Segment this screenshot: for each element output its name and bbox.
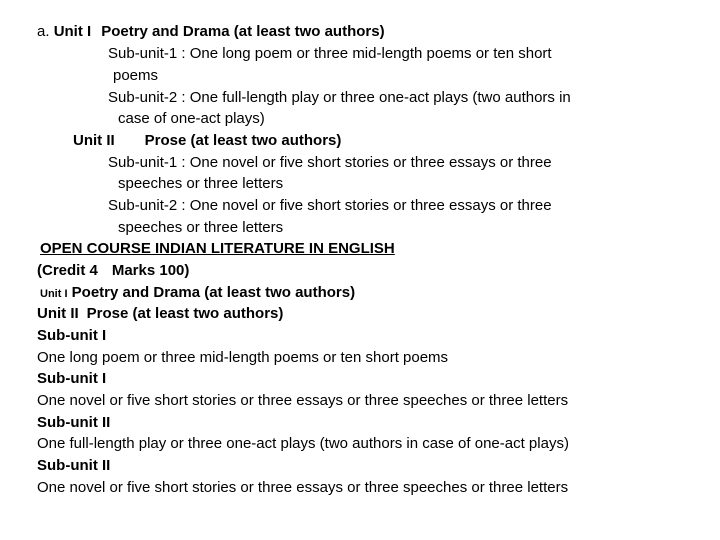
unit1-subunit1-text: One long poem or three mid-length poems or ten short bbox=[189, 45, 552, 62]
unit1-subunit2-label: Sub-unit-2 : bbox=[108, 89, 186, 106]
unit2-heading: Unit II bbox=[73, 132, 115, 149]
unit1-title: Poetry and Drama (at least two authors) bbox=[101, 23, 385, 40]
unit1-subunit2-text: One full-length play or three one-act plays (two authors in bbox=[189, 89, 571, 106]
unit2-title: Prose (at least two authors) bbox=[144, 132, 342, 149]
oc-item-text: One full-length play or three one-act plays (two authors in case of one-act plays) bbox=[37, 435, 569, 452]
oc-unit1-small: Unit I bbox=[40, 288, 68, 300]
unit2-subunit1 bbox=[108, 152, 552, 174]
unit2-subunit2-text: One novel or five short stories or three essays or three bbox=[189, 197, 552, 214]
unit2-subunit2-cont: speeches or three letters bbox=[118, 219, 284, 236]
oc-item-text: One novel or five short stories or three essays or three speeches or three letters bbox=[37, 392, 569, 409]
oc-unit2-title: Prose (at least two authors) bbox=[86, 305, 284, 322]
unit2-subunit1-label: Sub-unit-1 : bbox=[108, 154, 186, 171]
oc-item-label: Sub-unit II bbox=[37, 457, 111, 474]
unit1-subunit2-cont: case of one-act plays) bbox=[118, 110, 265, 127]
unit1-subunit2 bbox=[108, 87, 571, 109]
oc-item-label: Sub-unit I bbox=[37, 370, 107, 387]
unit2-subunit1-text: One novel or five short stories or three essays or three bbox=[189, 154, 552, 171]
oc-item-label: Sub-unit I bbox=[37, 327, 107, 344]
unit1-subunit1-label: Sub-unit-1 : bbox=[108, 45, 186, 62]
unit1-heading: Unit I bbox=[53, 23, 92, 40]
unit2-subunit2 bbox=[108, 195, 552, 217]
oc-unit2-heading: Unit II bbox=[37, 305, 79, 322]
oc-unit1-title: Poetry and Drama (at least two authors) bbox=[71, 284, 356, 301]
oc-item-text: One novel or five short stories or three essays or three speeches or three letters bbox=[37, 479, 569, 496]
unit2-heading-line bbox=[73, 130, 341, 152]
oc-unit2-line bbox=[37, 303, 283, 325]
unit1-heading-line bbox=[37, 21, 385, 43]
unit1-subunit1 bbox=[108, 43, 552, 65]
unit1-prefix: a. bbox=[37, 23, 50, 40]
credit: (Credit 4 bbox=[37, 262, 98, 279]
oc-item-text: One long poem or three mid-length poems or ten short poems bbox=[37, 349, 449, 366]
oc-item-label: Sub-unit II bbox=[37, 414, 111, 431]
credit-marks-line bbox=[37, 260, 189, 282]
marks: Marks 100) bbox=[111, 262, 190, 279]
unit1-subunit1-cont: poems bbox=[113, 67, 159, 84]
unit2-subunit1-cont: speeches or three letters bbox=[118, 175, 284, 192]
open-course-title: OPEN COURSE INDIAN LITERATURE IN ENGLISH bbox=[40, 240, 395, 257]
unit2-subunit2-label: Sub-unit-2 : bbox=[108, 197, 186, 214]
